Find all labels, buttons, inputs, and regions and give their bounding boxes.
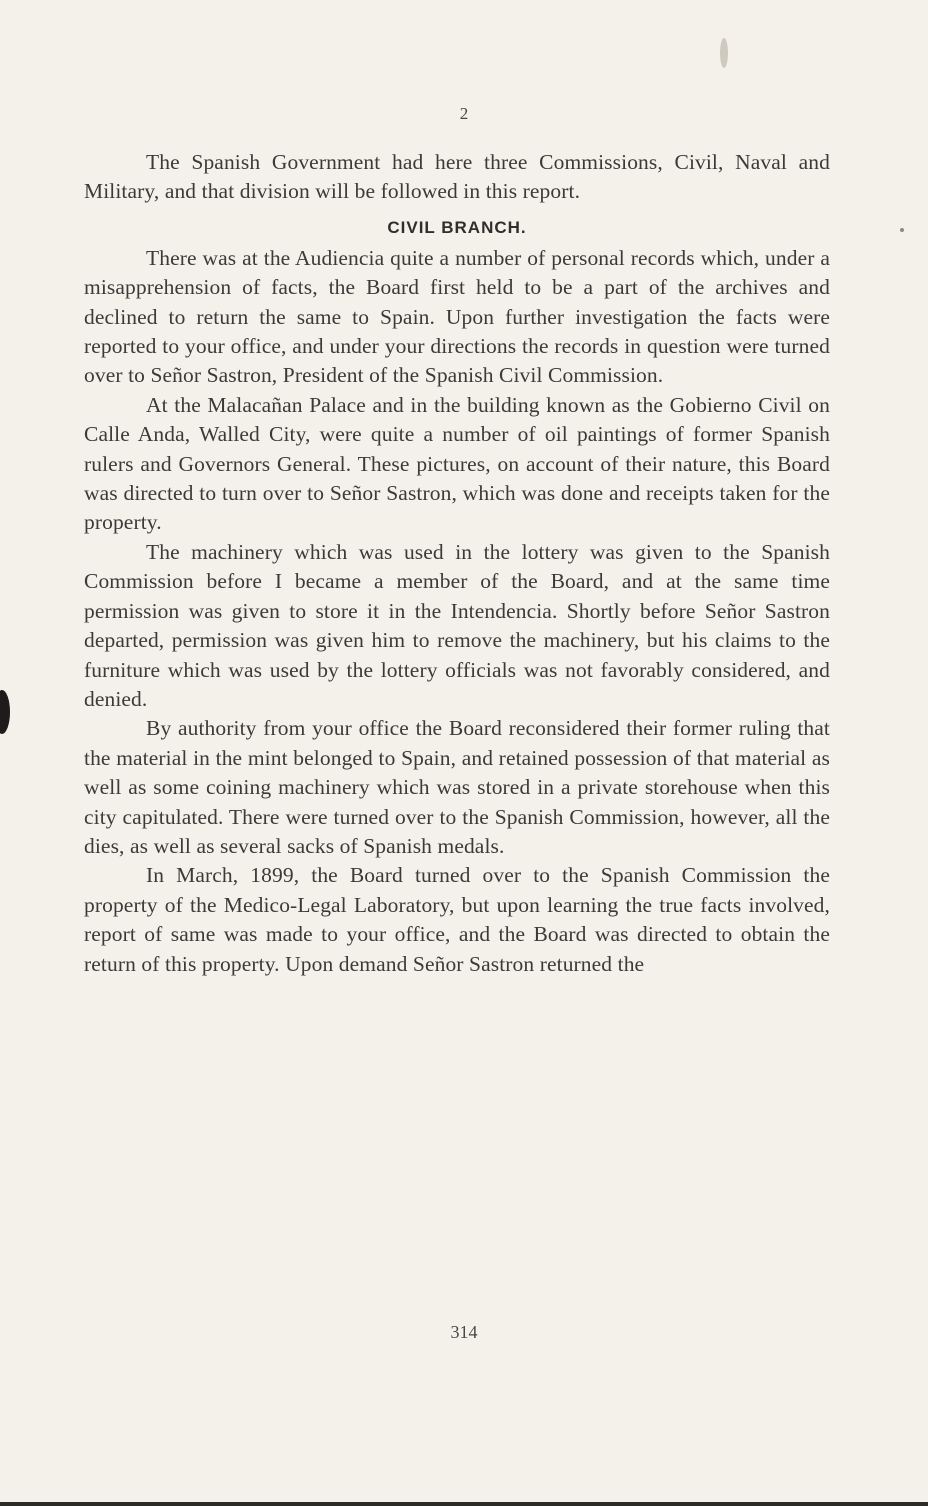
binding-shadow: [0, 690, 10, 734]
paper-blemish: [900, 228, 904, 232]
page-number: 2: [459, 104, 469, 123]
section-heading: CIVIL BRANCH.: [387, 217, 527, 237]
body-text: [84, 148, 830, 979]
footer-page-number: 314: [450, 1322, 478, 1342]
paragraph-lottery: The machinery which was used in the lottery was given to the Spanish Commission before I became a member of the Board, and at the same time permission was given to store it in the Intendencia. Shortly before Señor Sastron departed, permission was given him to remove the machinery, but his claims to the furniture which was used by the lottery officials was not favorably considered, and denied.: [84, 539, 830, 711]
paragraph-medico-legal: In March, 1899, the Board turned over to the Spanish Commission the property of the Medico-Legal Laboratory, but upon learning the true facts involved, report of same was made to your office, and the Board was directed to obtain the return of this property. Upon demand Señor Sastron returned the: [84, 863, 830, 976]
paragraph-malacanan: At the Malacañan Palace and in the building known as the Gobierno Civil on Calle Anda, Walled City, were quite a number of oil paintings of former Spanish rulers and Governors General. These pictures, on account of their nature, this Board was directed to turn over to Señor Sastron, which was done and receipts taken for the property.: [84, 392, 830, 535]
paper-blemish: [720, 38, 728, 68]
paragraph-audiencia: There was at the Audiencia quite a number of personal records which, under a misapprehension of facts, the Board first held to be a part of the archives and declined to return the same to Spain. Upon further investigation the facts were reported to your office, and under your directions the records in question were turned over to Señor Sastron, President of the Spanish Civil Commission.: [84, 245, 830, 388]
paragraph-intro: The Spanish Government had here three Commissions, Civil, Naval and Military, and that division will be followed in this report.: [84, 150, 830, 204]
scan-edge-bar: [0, 1502, 928, 1506]
paragraph-mint: By authority from your office the Board reconsidered their former ruling that the material in the mint belonged to Spain, and retained possession of that material as well as some coining machinery which was stored in a private storehouse when this city capitulated. There were turned over to the Spanish Commission, however, all the dies, as well as several sacks of Spanish medals.: [84, 716, 830, 858]
